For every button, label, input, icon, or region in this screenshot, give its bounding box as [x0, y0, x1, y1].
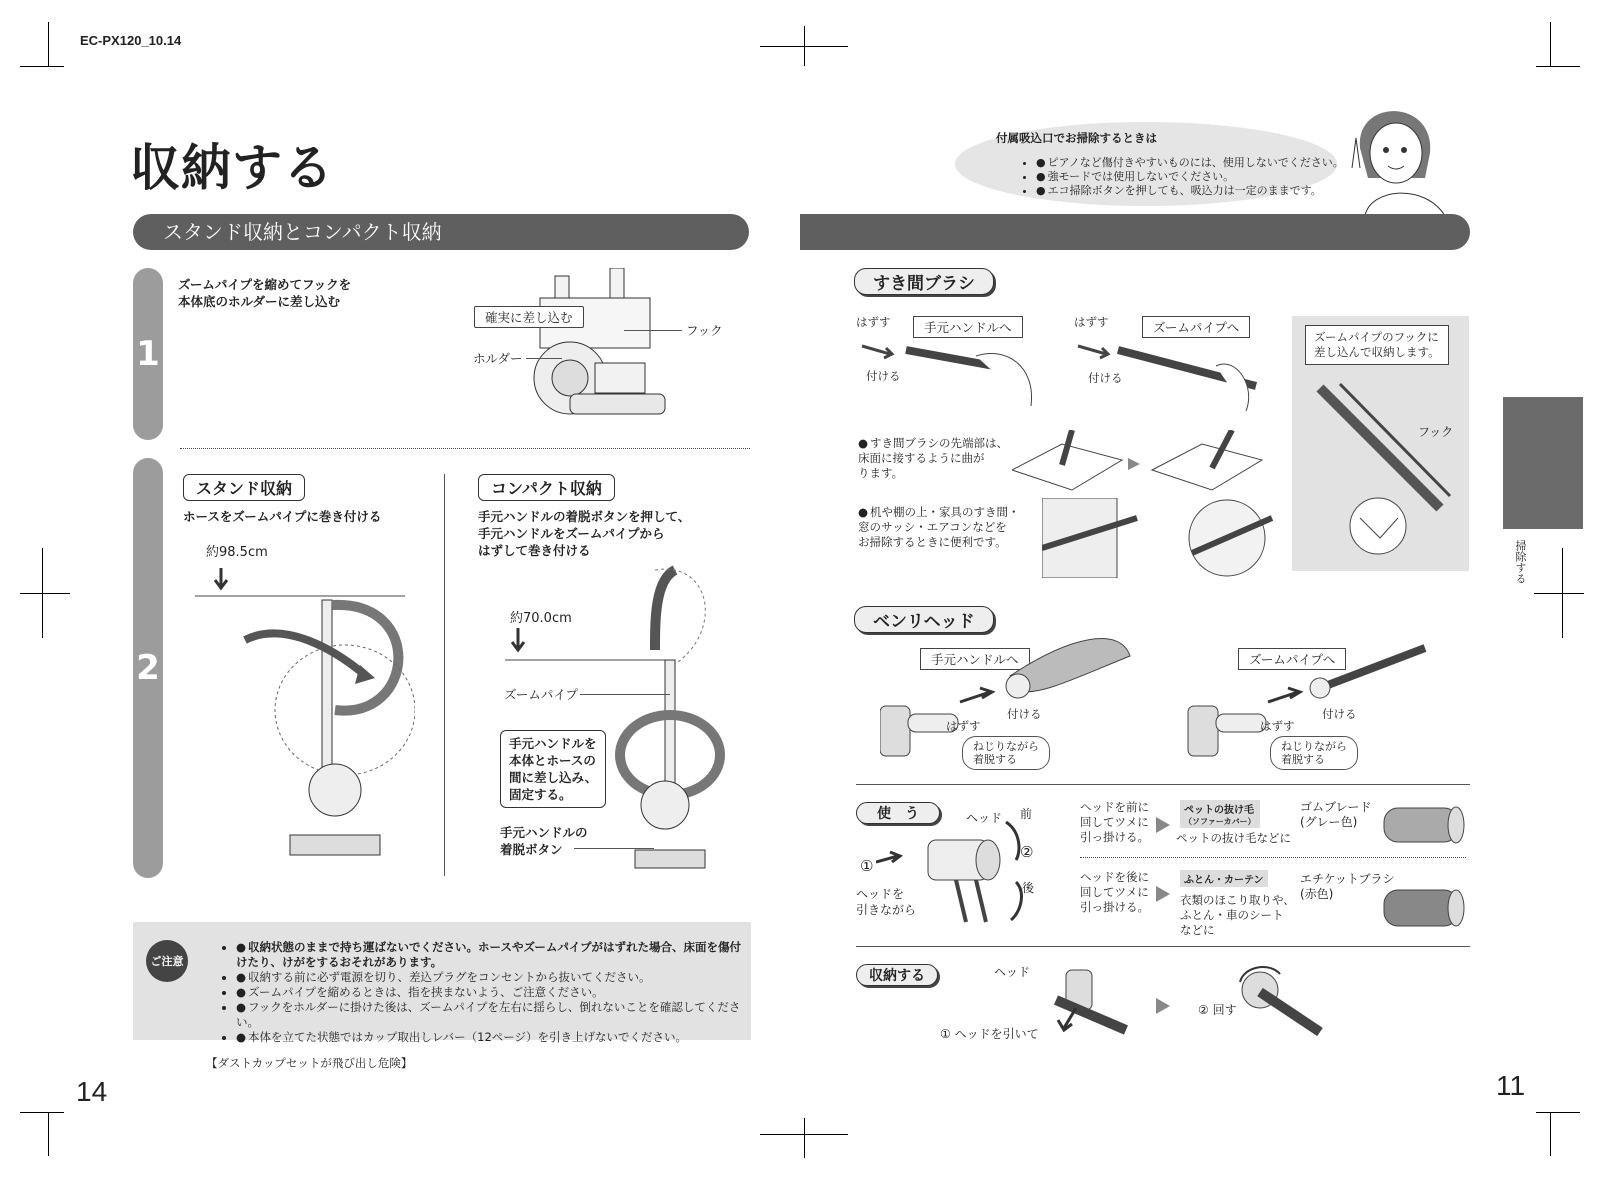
- use-label: 使 う: [856, 802, 940, 824]
- futon-desc: 衣類のほこり取りや、 ふとん・車のシート などに: [1180, 893, 1295, 937]
- stand-storage-label: スタンド収納: [183, 474, 305, 501]
- tip-title: 付属吸込口でお掃除するときは: [996, 131, 1157, 145]
- caution-item: ● • 収納状態のままで持ち運ばないでください。ホースやズームパイプがはずれた場合、床面を傷付けたり、けがをするおそれがあります。: [236, 940, 746, 970]
- store-step-1: ① ヘッドを引いて: [940, 1027, 1039, 1041]
- use-step-1: ①: [860, 857, 874, 875]
- use-head-label: ヘッド: [966, 811, 1003, 825]
- tip-item: ● • エコ掃除ボタンを押しても、吸込力は一定のままです。: [1036, 184, 1344, 198]
- page-title: 収納する: [130, 139, 334, 197]
- insert-callout: 確実に差し込む: [474, 306, 584, 328]
- release-button-label: 手元ハンドルの 着脱ボタン: [500, 825, 588, 857]
- step-1-instruction: ズームパイプを縮めてフックを 本体底のホルダーに差し込む: [178, 277, 352, 309]
- store-head-pull-illustration: [1036, 960, 1136, 1040]
- crevice-usage-illustration: [1042, 498, 1282, 578]
- store-step-2: ② 回す: [1198, 1003, 1237, 1017]
- to-pipe-callout: ズームパイプへ: [1142, 316, 1250, 338]
- crevice-storage-illustration: [1300, 378, 1460, 568]
- rubber-blade-label: ゴムブレード (グレー色): [1300, 800, 1372, 829]
- rotate-back-note: ヘッドを後に 回してツメに 引っ掛ける。: [1080, 870, 1149, 914]
- stand-height: 約98.5cm: [206, 545, 268, 560]
- benri-twist-note: ねじりながら 着脱する: [1270, 736, 1358, 770]
- use-pull-note: ヘッドを 引きながら: [856, 887, 917, 917]
- panel-callout: ズームパイプのフックに 差し込んで収納します。: [1305, 325, 1449, 365]
- caution-note: 【ダストカップセットが飛び出し危険】: [206, 1056, 413, 1070]
- holder-label: ホルダー: [473, 351, 523, 366]
- stand-instruction: ホースをズームパイプに巻き付ける: [183, 509, 382, 524]
- arrow-right-icon: [1156, 817, 1170, 833]
- attach-label: 付ける: [1088, 371, 1123, 385]
- benri-attach-label: 付ける: [1322, 707, 1357, 721]
- use-head-illustration: [876, 812, 1036, 932]
- crevice-note-2: ● 机や棚の上・家具のすき間・ 窓のサッシ・エアコンなどを お掃除するときに便利です。: [858, 505, 1020, 550]
- caution-item: ● • 収納する前に必ず電源を切り、差込プラグをコンセントから抜いてください。: [236, 970, 746, 985]
- pet-hair-desc: ペットの抜け毛などに: [1176, 831, 1291, 845]
- step-2-badge: 2: [133, 458, 163, 878]
- arrow-right-icon: [1156, 998, 1170, 1014]
- remove-label: はずす: [1074, 315, 1109, 329]
- compact-instruction: 手元ハンドルの着脱ボタンを押して、 手元ハンドルをズームパイプから はずして巻き付ける: [478, 509, 691, 558]
- crevice-note-1: ● すき間ブラシの先端部は、 床面に接するように曲が ります。: [858, 436, 1008, 481]
- compact-height: 約70.0cm: [510, 611, 572, 626]
- benri-to-handle-callout: 手元ハンドルへ: [920, 648, 1030, 670]
- page-number-right: 11: [1496, 1070, 1526, 1101]
- remove-label: はずす: [856, 315, 891, 329]
- futon-curtain-tag: ふとん・カーテン: [1180, 870, 1268, 887]
- crevice-bend-illustration: [1012, 430, 1267, 500]
- side-tab: [1503, 397, 1583, 529]
- caution-item: ● • フックをホルダーに掛けた後は、ズームパイプを左右に揺らし、倒れないことを確認してください。: [236, 1000, 746, 1030]
- section-title-bar: スタンド収納とコンパクト収納: [133, 214, 749, 250]
- tip-item: ● • ピアノなど傷付きやすいものには、使用しないでください。: [1036, 156, 1344, 170]
- tip-list: [996, 145, 1344, 209]
- benri-attach-label: 付ける: [1007, 707, 1042, 721]
- compact-callout: 手元ハンドルを 本体とホースの 間に差し込み、 固定する。: [500, 730, 606, 808]
- tip-item: ● • 強モードでは使用しないでください。: [1036, 170, 1344, 184]
- side-tab-label: 掃除する: [1514, 540, 1527, 584]
- advisor-woman-icon: [1340, 98, 1455, 216]
- store-head-rotate-illustration: [1230, 962, 1330, 1042]
- caution-list: [196, 928, 746, 1071]
- benri-remove-label: はずす: [1260, 719, 1295, 733]
- pet-hair-tag: ペットの抜け毛 （ソファーカバー）: [1180, 800, 1260, 828]
- rotate-front-note: ヘッドを前に 回してツメに 引っ掛ける。: [1080, 800, 1149, 844]
- etiquette-brush-icon: [1382, 880, 1466, 936]
- stand-storage-illustration: [195, 560, 415, 880]
- vacuum-holder-illustration: [500, 268, 670, 428]
- use-step-2: ②: [1020, 843, 1034, 861]
- benri-twist-note: ねじりながら 着脱する: [962, 736, 1050, 770]
- document-code: EC-PX120_10.14: [80, 33, 182, 48]
- back-label: 後: [1022, 881, 1035, 895]
- section-bar-right: [800, 214, 1470, 250]
- caution-item: ● • 本体を立てた状態ではカップ取出しレバー（12ページ）を引き上げないでください。: [236, 1030, 746, 1045]
- crevice-brush-label: すき間ブラシ: [854, 268, 994, 295]
- page-number-left: 14: [76, 1076, 108, 1107]
- front-label: 前: [1020, 807, 1033, 821]
- attach-label: 付ける: [866, 369, 901, 383]
- panel-hook-label: フック: [1418, 425, 1454, 439]
- step-1-badge: 1: [133, 268, 163, 440]
- benri-remove-label: はずす: [946, 719, 981, 733]
- to-handle-callout: 手元ハンドルへ: [913, 316, 1023, 338]
- store-label: 収納する: [856, 964, 938, 986]
- crevice-attach-illustration: [856, 336, 1266, 426]
- etiquette-brush-label: エチケットブラシ (赤色): [1300, 872, 1395, 901]
- caution-badge: ご注意: [146, 940, 188, 982]
- caution-item: ● • ズームパイプを縮めるときは、指を挟まないよう、ご注意ください。: [236, 985, 746, 1000]
- arrow-right-icon: [1156, 886, 1170, 902]
- store-head-label: ヘッド: [994, 965, 1031, 979]
- benri-to-pipe-callout: ズームパイプへ: [1238, 648, 1346, 670]
- compact-storage-label: コンパクト収納: [478, 474, 615, 501]
- hook-label: フック: [686, 323, 723, 338]
- benri-head-label: ベンリヘッド: [854, 606, 994, 633]
- zoom-pipe-label: ズームパイプ: [504, 687, 579, 702]
- rubber-blade-icon: [1382, 800, 1466, 850]
